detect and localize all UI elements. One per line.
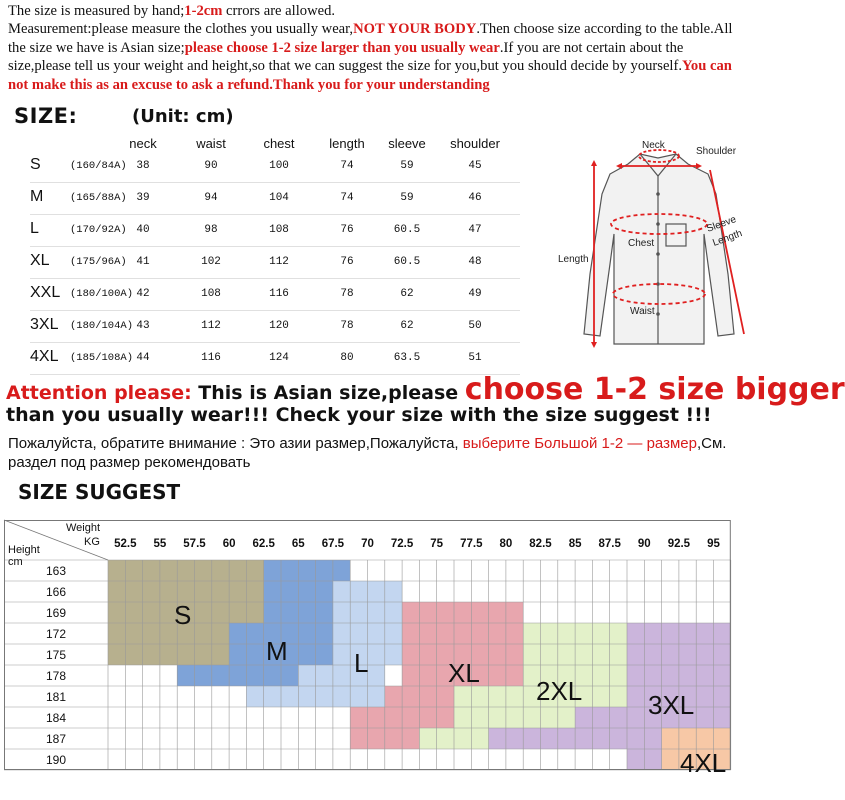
notice-highlight: You can not make this as an excuse to ask a refund.Thank you for your understanding	[8, 58, 732, 93]
size-height: (160/84A)	[70, 160, 127, 172]
height-value: 175	[45, 648, 67, 662]
weight-value: 52.5	[114, 538, 137, 550]
size-table-cell: 80	[340, 352, 354, 364]
size-height: (175/96A)	[70, 256, 127, 268]
weight-value: 72.5	[390, 538, 414, 550]
weight-value: 90	[637, 538, 651, 550]
diagram-label-length: Length	[558, 254, 589, 265]
size-table-header: chest	[263, 136, 295, 151]
height-label: Height cm	[8, 544, 40, 568]
size-table-cell: 49	[468, 288, 482, 300]
russian-highlight: выберите Большой 1-2 — размер	[462, 435, 697, 452]
size-table-row	[30, 150, 520, 183]
size-table-cell: 60.5	[393, 256, 421, 268]
attention-line-1	[6, 372, 845, 407]
size-table-cell: 90	[204, 160, 218, 172]
weight-value: 87.5	[598, 538, 621, 550]
attention-prefix: Attention please:	[6, 382, 192, 404]
size-table-cell: 112	[201, 320, 221, 332]
size-table-cell: 76	[340, 256, 354, 268]
size-table-cell: 47	[468, 224, 482, 236]
size-table-cell: 62	[400, 320, 414, 332]
grid-canvas	[4, 520, 731, 770]
size-table-cell: 112	[269, 256, 289, 268]
size-table-cell: 44	[136, 352, 150, 364]
size-name: L	[30, 220, 39, 237]
weight-value: 55	[153, 538, 167, 550]
size-region-l	[298, 665, 385, 686]
weight-value: 67.5	[321, 538, 345, 550]
weight-value: 70	[361, 538, 374, 550]
weight-value: 65	[291, 538, 305, 550]
size-height: (170/92A)	[70, 224, 127, 236]
size-name: 3XL	[30, 316, 59, 333]
size-table-cell: 41	[136, 256, 150, 268]
size-table-cell: 78	[340, 320, 354, 332]
size-table-cell: 48	[468, 256, 482, 268]
size-table-cell: 63.5	[393, 352, 421, 364]
weight-value: 57.5	[183, 538, 206, 550]
kg-label: KG	[84, 536, 100, 548]
notice-highlight: please choose 1-2 size larger than you usually wear	[184, 39, 500, 56]
height-value: 178	[45, 669, 67, 683]
diagram-label-waist: Waist	[630, 306, 655, 317]
size-region-label: 4XL	[680, 748, 727, 778]
height-value: 172	[45, 627, 67, 641]
size-table-cell: 46	[468, 192, 482, 204]
size-height: (165/88A)	[70, 192, 127, 204]
weight-value: 75	[430, 538, 444, 550]
height-value: 163	[45, 564, 67, 578]
size-notice	[8, 2, 748, 94]
weight-value: 95	[707, 538, 720, 550]
diagram-label-chest: Chest	[628, 238, 655, 249]
weight-value: 80	[499, 538, 513, 550]
attention-highlight: choose 1-2 size bigger	[464, 372, 845, 407]
size-table-row	[30, 278, 520, 311]
height-value: 169	[45, 606, 67, 620]
height-value: 190	[45, 753, 67, 767]
size-table-cell: 78	[340, 288, 354, 300]
notice-highlight: NOT YOUR BODY	[353, 21, 477, 38]
size-name: XL	[30, 252, 50, 269]
size-table-header: waist	[196, 136, 226, 151]
russian-text: ,См. раздел под размер рекомендовать	[8, 435, 727, 471]
weight-value: 85	[568, 538, 582, 550]
notice-text: crrors are allowed.	[222, 3, 336, 19]
height-value: 181	[45, 690, 67, 704]
unit-label: (Unit: cm)	[132, 106, 234, 127]
size-table-row	[30, 342, 520, 375]
size-name: XXL	[30, 284, 61, 301]
size-table-cell: 38	[136, 160, 150, 172]
size-region-label: M	[266, 636, 288, 666]
size-table-header: neck	[129, 136, 157, 151]
size-table-header: shoulder	[450, 136, 500, 151]
diagram-label-sleeve-length: Length	[711, 228, 744, 249]
size-table-row	[30, 182, 520, 215]
diagram-label-shoulder: Shoulder	[696, 146, 737, 157]
size-suggest-title: SIZE SUGGEST	[18, 480, 181, 504]
size-table-cell: 62	[400, 288, 414, 300]
size-table-cell: 51	[468, 352, 482, 364]
size-table-cell: 98	[204, 224, 218, 236]
size-table-cell: 42	[136, 288, 150, 300]
size-table-cell: 116	[269, 288, 289, 300]
size-table-cell: 102	[201, 256, 221, 268]
size-table-cell: 108	[201, 288, 221, 300]
size-region-m	[177, 665, 298, 686]
size-table-row	[30, 214, 520, 247]
weight-value: 62.5	[252, 538, 275, 550]
attention-line-2: than you usually wear!!! Check your size with the size suggest !!!	[6, 404, 712, 426]
shirt-measurement-diagram	[558, 134, 748, 364]
size-table-cell: 116	[201, 352, 221, 364]
size-table-cell: 43	[136, 320, 150, 332]
weight-value: 77.5	[460, 538, 483, 550]
size-table-cell: 74	[340, 192, 354, 204]
size-table-cell: 100	[269, 160, 289, 172]
size-region-label: 3XL	[648, 690, 695, 720]
size-height: (185/108A)	[70, 352, 134, 364]
size-table-cell: 45	[468, 160, 482, 172]
size-table-cell: 108	[269, 224, 289, 236]
notice-highlight: 1-2cm	[184, 3, 223, 19]
size-table-cell: 124	[269, 352, 289, 364]
size-region-s	[108, 560, 264, 581]
notice-text: The size is measured by hand;	[8, 3, 185, 19]
size-table-cell: 50	[468, 320, 482, 332]
weight-value: 92.5	[667, 538, 691, 550]
size-table-row	[30, 246, 520, 279]
size-height: (180/100A)	[70, 288, 134, 300]
size-table-cell: 59	[400, 192, 414, 204]
size-table-cell: 94	[204, 192, 218, 204]
notice-text: .Then choose size according to the table.All the size we have is Asian size;	[8, 21, 733, 56]
size-region-label: S	[174, 600, 192, 630]
height-value: 166	[45, 585, 67, 599]
size-name: M	[30, 188, 44, 205]
diagram-label-neck: Neck	[642, 140, 665, 151]
attention-text: This is Asian size,please	[191, 382, 465, 404]
size-region-label: XL	[448, 658, 480, 688]
size-table-cell: 74	[340, 160, 354, 172]
diagram-label-sleeve: Sleeve	[705, 214, 738, 235]
size-table-header: length	[329, 136, 365, 151]
weight-value: 82.5	[529, 538, 552, 550]
size-height: (180/104A)	[70, 320, 134, 332]
size-name: 4XL	[30, 348, 59, 365]
size-table-cell: 120	[269, 320, 289, 332]
size-table-cell: 40	[136, 224, 150, 236]
height-value: 184	[45, 711, 67, 725]
size-table-row	[30, 310, 520, 343]
size-table-cell: 59	[400, 160, 414, 172]
weight-value: 60	[222, 538, 236, 550]
notice-text: .If you are not certain about the size,please tell us your weight and height,so that we can suggest the size for you,but you should decide by yourself.	[8, 39, 684, 75]
notice-text: Measurement:please measure the clothes you usually wear,	[8, 21, 354, 38]
size-region-label: L	[354, 648, 369, 678]
height-value: 187	[45, 732, 67, 746]
size-name: S	[30, 156, 41, 173]
size-region-label: 2XL	[536, 676, 583, 706]
size-title: SIZE:	[14, 104, 78, 128]
size-table-cell: 104	[269, 192, 289, 204]
size-table-cell: 39	[136, 192, 150, 204]
size-table-header: sleeve	[388, 136, 426, 151]
russian-notice	[8, 434, 748, 472]
size-table-cell: 60.5	[393, 224, 421, 236]
weight-label: Weight	[66, 522, 101, 534]
russian-text: Пожалуйста, обратите внимание : Это азии размер,Пожалуйста,	[8, 435, 463, 452]
size-table-cell: 76	[340, 224, 354, 236]
